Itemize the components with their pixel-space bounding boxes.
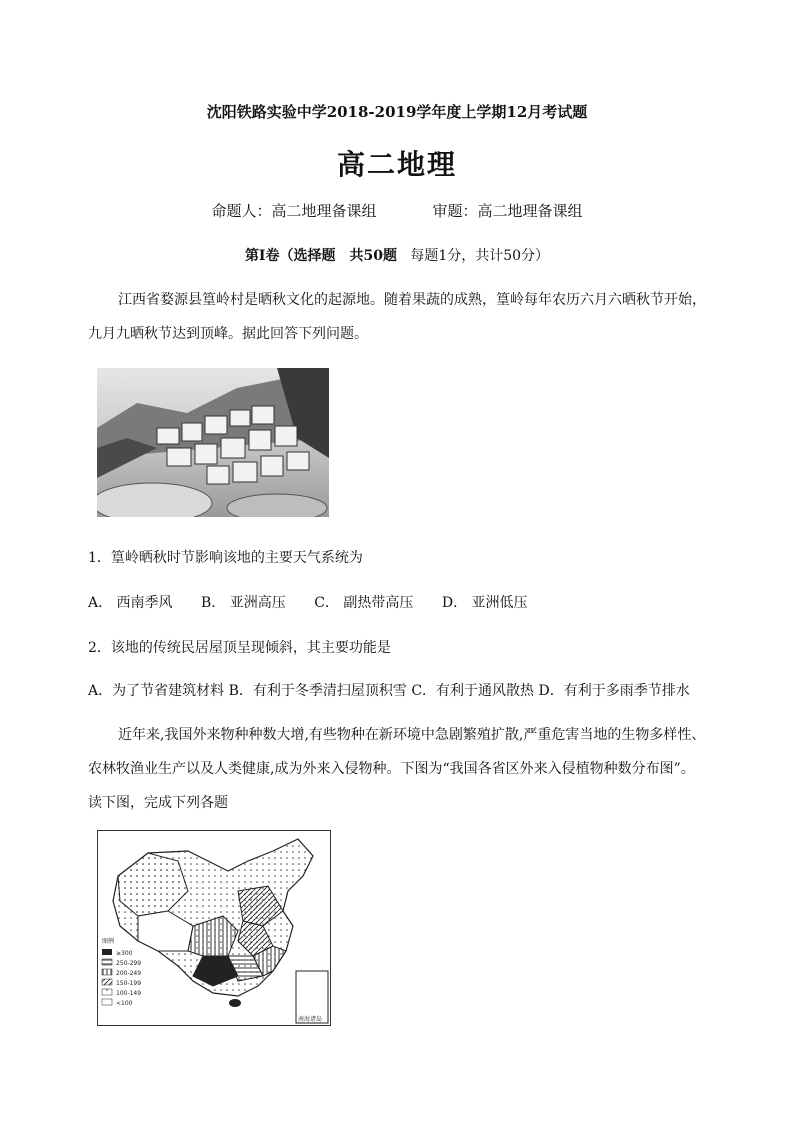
reviewer-text: 审题：高二地理备课组 [432,202,583,220]
q2-option-a: A．为了节省建筑材料 [88,683,225,699]
question-2-options [88,680,690,700]
legend-entry-3: 200-249 [116,970,142,977]
question-1-options [88,592,552,612]
author-text: 命题人：高二地理备课组 [211,202,377,220]
village-photo [97,368,329,517]
section-heading [0,245,794,265]
q2-option-b: B．有利于冬季清扫屋顶积雪 [228,683,407,699]
passage-intro-1: 江西省婺源县篁岭村是晒秋文化的起源地。随着果蔬的成熟，篁岭每年农历六月六晒秋节开始，九月九晒秋节达到顶峰。据此回答下列问题。 [88,292,706,342]
authors-line [0,200,794,221]
legend-entry-6: <100 [116,1000,133,1007]
q1-option-b: B． 亚洲高压 [201,595,286,611]
passage-intro-2: 近年来,我国外来物种种数大增,有些物种在新环境中急剧繁殖扩散,严重危害当地的生物多样性、农林牧渔业生产以及人类健康,成为外来入侵物种。下图为“我国各省区外来入侵植物种数分布图”。读下图，完成下列各题 [88,727,706,811]
village-photo-drawing [97,368,329,517]
china-invasive-species-map [97,830,331,1026]
q1-option-d: D． 亚洲低压 [441,595,528,611]
legend-entry-5: 100-149 [116,990,142,997]
legend-entry-4: 150-199 [116,980,142,987]
subject-title: 高二地理 [336,148,457,181]
legend-entry-2: 250-299 [116,960,142,967]
section-note: 每题1分，共计50分） [410,248,550,264]
question-2-stem: 2．该地的传统民居屋顶呈现倾斜，其主要功能是 [88,640,391,656]
map-legend-title: 图例 [102,938,115,945]
map-inset-label: 南海诸岛 [298,1016,323,1023]
q2-option-d: D．有利于多雨季节排水 [538,683,690,699]
q2-option-c: C．有利于通风散热 [411,683,535,699]
school-exam-title: 沈阳铁路实验中学2018-2019学年度上学期12月考试题 [206,103,588,121]
q1-option-c: C． 副热带高压 [314,595,414,611]
question-1-stem: 1．篁岭晒秋时节影响该地的主要天气系统为 [88,550,363,566]
china-map-drawing [98,831,330,1025]
section-title: 第I卷（选择题 共50题 [244,248,397,264]
q1-option-a: A． 西南季风 [88,595,173,611]
legend-entry-1: ≥300 [116,950,133,957]
